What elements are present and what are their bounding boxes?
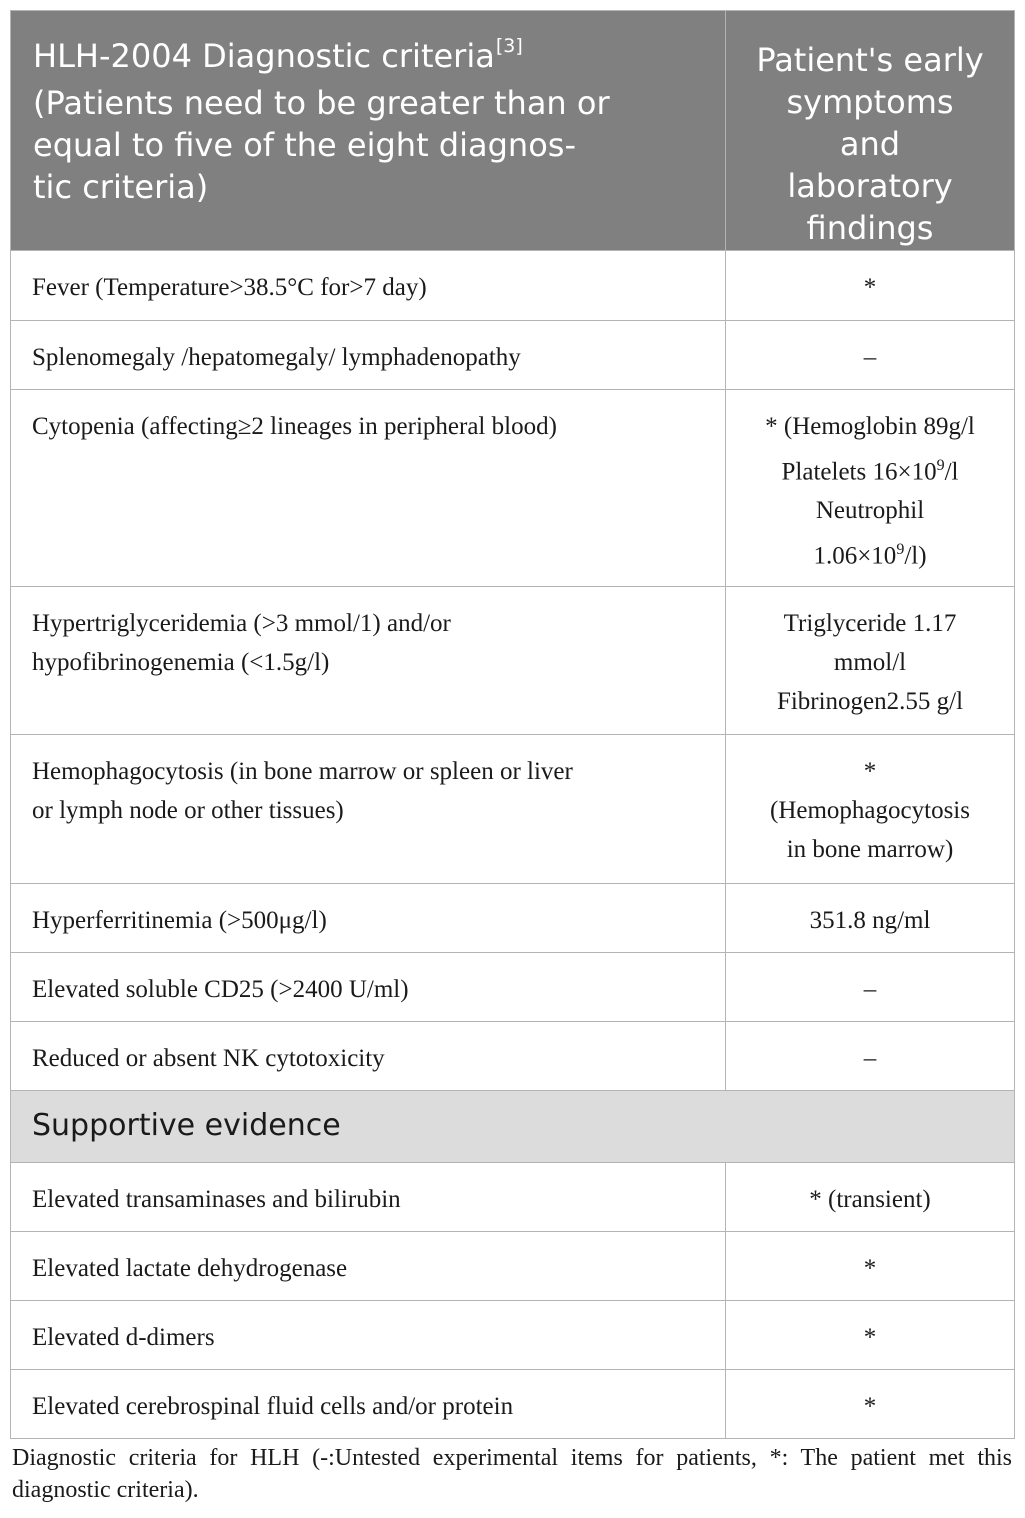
criterion-text: Hypertriglyceridemia (>3 mmol/1) and/or <box>32 609 451 637</box>
criterion-text: Elevated soluble CD25 (>2400 U/ml) <box>32 975 409 1003</box>
finding-text: in bone marrow) <box>786 835 954 863</box>
finding-cell: * <box>726 1369 1015 1438</box>
table-header-row <box>11 11 1015 251</box>
table-row <box>11 734 1015 883</box>
criterion-cell: Elevated lactate dehydrogenase <box>11 1231 726 1300</box>
finding-text: 351.8 ng/ml <box>809 906 931 934</box>
finding-cell: * (transient) <box>726 1162 1015 1231</box>
finding-text: Platelets 16×10 <box>781 458 937 486</box>
criterion-text: Hemophagocytosis (in bone marrow or spleen or liver <box>32 757 573 785</box>
table-caption: Diagnostic criteria for HLH (-:Untested experimental items for patients, *: The patient met this diagnostic criteria). <box>12 1445 1012 1503</box>
finding-cell <box>726 251 1015 321</box>
table-row <box>11 251 1015 321</box>
exponent: 9 <box>936 457 945 474</box>
table-row <box>11 952 1015 1021</box>
finding-text: – <box>863 975 877 1003</box>
table-row <box>11 1021 1015 1090</box>
header-findings-line: laboratory <box>787 167 953 205</box>
criterion-cell <box>11 251 726 321</box>
finding-cell <box>726 586 1015 734</box>
finding-text: – <box>863 1044 877 1072</box>
header-findings-line: Patient's early <box>756 41 984 79</box>
finding-text: * <box>863 757 877 785</box>
header-criteria-line: equal to five of the eight diagnos- <box>33 126 576 164</box>
finding-cell: * <box>726 1300 1015 1369</box>
exponent: 9 <box>896 541 905 559</box>
criterion-cell: Elevated cerebrospinal fluid cells and/or protein <box>11 1369 726 1438</box>
finding-text: mmol/l <box>833 648 907 676</box>
criterion-text: Reduced or absent NK cytotoxicity <box>32 1044 385 1072</box>
finding-cell <box>726 883 1015 952</box>
table-row <box>11 586 1015 734</box>
finding-cell <box>726 321 1015 390</box>
table-row <box>11 1369 1015 1438</box>
table-row <box>11 321 1015 390</box>
header-criteria-line: tic criteria) <box>33 168 209 206</box>
criteria-table-container <box>10 10 1014 1439</box>
finding-text: – <box>863 344 877 371</box>
finding-text: * (Hemoglobin 89g/l <box>765 413 975 440</box>
header-criteria-line: (Patients need to be greater than or <box>33 84 610 122</box>
criterion-cell <box>11 883 726 952</box>
table-row <box>11 390 1015 587</box>
section-heading: Supportive evidence <box>11 1090 1015 1162</box>
criterion-cell: Elevated transaminases and bilirubin <box>11 1162 726 1231</box>
criterion-text: or lymph node or other tissues) <box>32 796 344 824</box>
criterion-cell <box>11 734 726 883</box>
criterion-cell <box>11 952 726 1021</box>
header-findings-line: and <box>839 125 901 163</box>
reference-superscript: [3] <box>495 35 523 57</box>
table-row <box>11 883 1015 952</box>
finding-text: Triglyceride 1.17 <box>783 609 957 637</box>
criterion-text: hypofibrinogenemia (<1.5g/l) <box>32 648 330 676</box>
header-findings <box>726 11 1015 251</box>
criterion-cell: Elevated d-dimers <box>11 1300 726 1369</box>
criterion-cell <box>11 586 726 734</box>
finding-cell <box>726 952 1015 1021</box>
header-criteria-line: HLH-2004 Diagnostic criteria <box>33 37 495 75</box>
criterion-text: Cytopenia (affecting≥2 lineages in peripheral blood) <box>32 413 557 440</box>
header-criteria <box>11 11 726 251</box>
finding-text: /l <box>944 458 959 486</box>
finding-text: Neutrophil <box>815 497 925 525</box>
finding-text: * <box>863 274 877 301</box>
criterion-cell <box>11 1021 726 1090</box>
criterion-text: Splenomegaly /hepatomegaly/ lymphadenopathy <box>32 344 521 371</box>
finding-text: Fibrinogen2.55 g/l <box>776 687 964 715</box>
table-row <box>11 1300 1015 1369</box>
finding-cell: * <box>726 1231 1015 1300</box>
table-row <box>11 1162 1015 1231</box>
section-row <box>11 1090 1015 1162</box>
criterion-text: Hyperferritinemia (>500μg/l) <box>32 906 327 934</box>
finding-text: (Hemophagocytosis <box>770 796 970 824</box>
header-findings-line: symptoms <box>786 83 954 121</box>
finding-text: /l) <box>904 542 927 570</box>
header-findings-line: findings <box>806 209 934 247</box>
finding-text: 1.06×10 <box>813 542 897 570</box>
table-row <box>11 1231 1015 1300</box>
criterion-cell <box>11 321 726 390</box>
criterion-text: Fever (Temperature>38.5°C for>7 day) <box>32 274 427 301</box>
finding-cell <box>726 1021 1015 1090</box>
finding-cell <box>726 390 1015 587</box>
hlh-criteria-table <box>10 10 1015 1439</box>
finding-cell <box>726 734 1015 883</box>
criterion-cell <box>11 390 726 587</box>
